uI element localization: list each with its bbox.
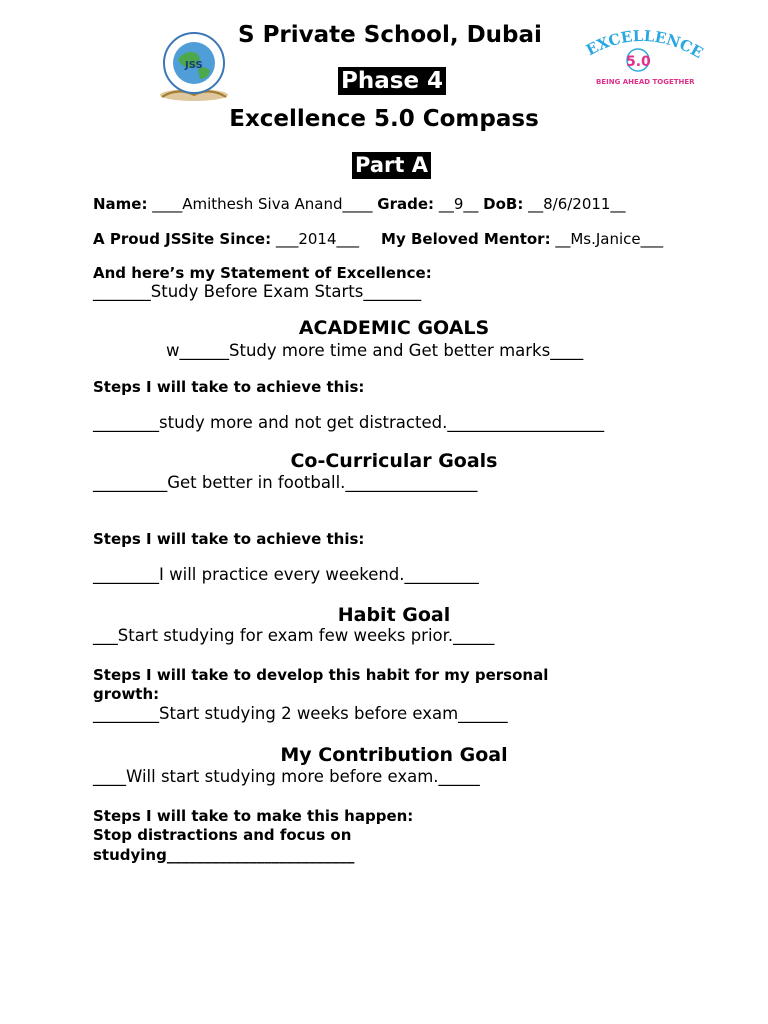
academic-steps-label: Steps I will take to achieve this: bbox=[93, 378, 365, 396]
cocurricular-heading: Co-Curricular Goals bbox=[290, 450, 498, 472]
phase-badge: Phase 4 bbox=[338, 67, 446, 95]
contribution-steps-label: Steps I will take to make this happen: bbox=[93, 807, 414, 825]
statement-value: _______Study Before Exam Starts_______ bbox=[93, 282, 422, 301]
school-logo bbox=[152, 25, 236, 105]
svg-text:5.0: 5.0 bbox=[626, 54, 651, 70]
dob-label: DoB: bbox=[483, 195, 524, 213]
contribution-goal-text: ____Will start studying more before exam._____ bbox=[93, 767, 480, 786]
academic-steps-value: ________study more and not get distracted.___________________ bbox=[93, 413, 605, 432]
svg-text:EXCELLENCE: EXCELLENC bbox=[583, 28, 696, 60]
habit-steps-label: Steps I will take to develop this habit for my personal bbox=[93, 666, 549, 684]
name-value: ____Amithesh Siva Anand____ bbox=[147, 195, 378, 213]
mentor-label: My Beloved Mentor: bbox=[381, 230, 551, 248]
since-value: ___2014___ bbox=[271, 230, 360, 248]
contribution-heading: My Contribution Goal bbox=[280, 744, 508, 766]
svg-text:JSS: JSS bbox=[185, 60, 203, 71]
grade-label: Grade: bbox=[377, 195, 435, 213]
academic-goal-text: w______Study more time and Get better marks____ bbox=[166, 341, 584, 360]
academic-goals-heading: ACADEMIC GOALS bbox=[298, 317, 490, 339]
excellence-logo bbox=[580, 28, 704, 90]
cocurricular-goal-text: _________Get better in football.________________ bbox=[93, 473, 478, 492]
habit-steps-value: ________Start studying 2 weeks before exam______ bbox=[93, 704, 508, 723]
contribution-steps-value-cont: studying_________________________ bbox=[93, 846, 355, 864]
name-label: Name: bbox=[93, 195, 148, 213]
statement-label: And here’s my Statement of Excellence: bbox=[93, 264, 432, 282]
school-title: S Private School, Dubai bbox=[238, 22, 542, 48]
contribution-steps-value: Stop distractions and focus on bbox=[93, 826, 352, 844]
since-mentor-row bbox=[93, 230, 663, 248]
cocurricular-steps-label: Steps I will take to achieve this: bbox=[93, 530, 365, 548]
dob-value: __8/6/2011__ bbox=[523, 195, 626, 213]
habit-heading: Habit Goal bbox=[337, 604, 451, 626]
habit-steps-label-cont: growth: bbox=[93, 685, 160, 703]
mentor-value: __Ms.Janice___ bbox=[550, 230, 664, 248]
cocurricular-steps-value: ________I will practice every weekend._________ bbox=[93, 565, 479, 584]
part-badge: Part A bbox=[352, 152, 431, 179]
grade-value: __9__ bbox=[434, 195, 484, 213]
compass-title: Excellence 5.0 Compass bbox=[229, 106, 539, 132]
since-label: A Proud JSSite Since: bbox=[93, 230, 272, 248]
student-info-row bbox=[93, 195, 625, 213]
habit-goal-text: ___Start studying for exam few weeks prior._____ bbox=[93, 626, 495, 645]
svg-text:BEING AHEAD TOGETHER: BEING AHEAD TOGETHER bbox=[596, 78, 695, 86]
